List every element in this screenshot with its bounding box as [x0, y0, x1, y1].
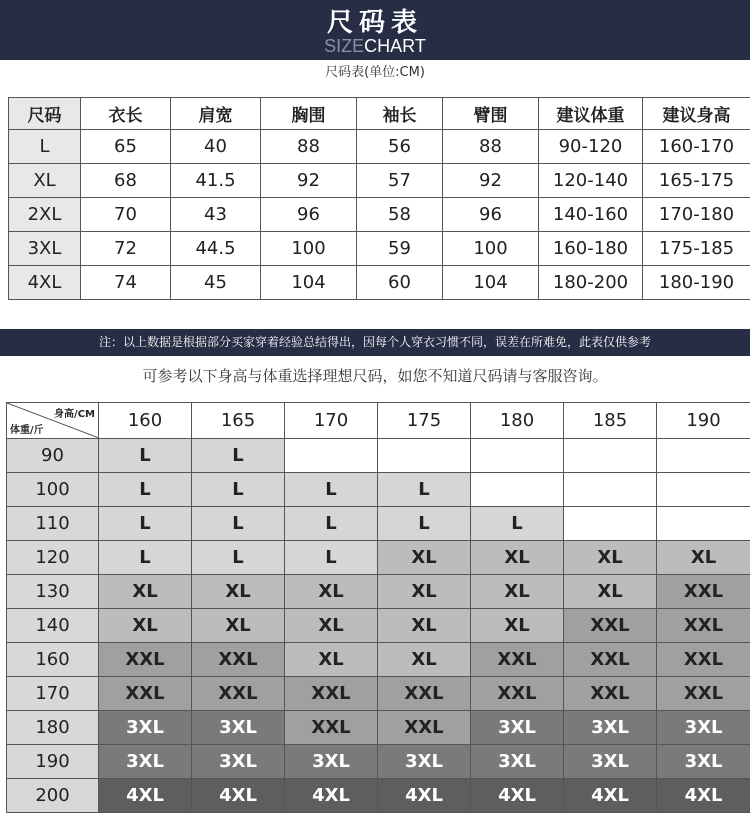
- size-recommend-cell: XXL: [471, 643, 564, 677]
- size-value-cell: 72: [81, 232, 171, 266]
- size-recommend-cell: L: [99, 541, 192, 575]
- size-recommend-cell: XL: [378, 575, 471, 609]
- height-header-cell: 180: [471, 403, 564, 439]
- size-recommend-cell: XXL: [564, 643, 657, 677]
- size-table: [8, 97, 750, 300]
- grid-row: [7, 779, 750, 813]
- size-table-row: [9, 198, 750, 232]
- size-value-cell: 40: [171, 130, 261, 164]
- weight-cell: 140: [7, 609, 99, 643]
- size-recommend-cell: 4XL: [471, 779, 564, 813]
- size-header-cell: 袖长: [357, 98, 443, 130]
- size-recommend-cell: XL: [285, 575, 378, 609]
- grid-row: [7, 677, 750, 711]
- size-table-body: [9, 130, 750, 300]
- grid-body: [7, 439, 750, 813]
- grid-header: [7, 403, 750, 439]
- size-recommend-cell: L: [471, 507, 564, 541]
- size-recommend-cell: L: [192, 541, 285, 575]
- size-recommend-cell: L: [285, 473, 378, 507]
- size-label-cell: 2XL: [9, 198, 81, 232]
- grid-row: [7, 507, 750, 541]
- size-table-header: [9, 98, 750, 130]
- size-header-cell: 胸围: [261, 98, 357, 130]
- size-recommend-cell: [471, 439, 564, 473]
- size-value-cell: 57: [357, 164, 443, 198]
- size-recommend-cell: 4XL: [285, 779, 378, 813]
- header-banner: [0, 0, 750, 60]
- size-recommend-cell: XL: [471, 541, 564, 575]
- size-value-cell: 68: [81, 164, 171, 198]
- size-value-cell: 88: [443, 130, 539, 164]
- weight-cell: 200: [7, 779, 99, 813]
- size-value-cell: 175-185: [643, 232, 750, 266]
- size-table-row: [9, 266, 750, 300]
- size-value-cell: 60: [357, 266, 443, 300]
- size-header-cell: 尺码: [9, 98, 81, 130]
- size-recommend-cell: XXL: [192, 643, 285, 677]
- size-recommend-cell: L: [285, 507, 378, 541]
- size-recommend-cell: XXL: [285, 677, 378, 711]
- size-recommend-cell: XXL: [564, 609, 657, 643]
- size-recommend-cell: XL: [192, 609, 285, 643]
- size-recommend-cell: L: [192, 439, 285, 473]
- size-label-cell: L: [9, 130, 81, 164]
- grid-row: [7, 609, 750, 643]
- size-value-cell: 160-180: [539, 232, 643, 266]
- size-table-row: [9, 130, 750, 164]
- size-recommend-cell: XL: [471, 575, 564, 609]
- size-recommend-cell: 4XL: [564, 779, 657, 813]
- size-recommend-cell: XXL: [99, 643, 192, 677]
- size-recommend-cell: XXL: [378, 677, 471, 711]
- size-recommend-cell: XL: [99, 575, 192, 609]
- size-recommend-cell: XXL: [99, 677, 192, 711]
- size-recommend-cell: L: [192, 507, 285, 541]
- corner-weight-label: 体重/斤: [10, 425, 44, 436]
- size-recommend-cell: [657, 507, 750, 541]
- size-value-cell: 74: [81, 266, 171, 300]
- size-recommend-cell: 3XL: [564, 711, 657, 745]
- size-recommend-cell: XXL: [657, 609, 750, 643]
- size-recommend-cell: XXL: [192, 677, 285, 711]
- size-recommend-cell: 4XL: [657, 779, 750, 813]
- size-header-cell: 臂围: [443, 98, 539, 130]
- size-recommend-cell: 3XL: [657, 711, 750, 745]
- size-recommend-cell: L: [99, 439, 192, 473]
- size-header-cell: 衣长: [81, 98, 171, 130]
- height-header-cell: 185: [564, 403, 657, 439]
- size-recommend-cell: XXL: [564, 677, 657, 711]
- disclaimer-note: 注：以上数据是根据部分买家穿着经验总结得出，因每个人穿衣习惯不同，误差在所难免，此表仅供参考: [0, 329, 750, 356]
- corner-height-label: 身高/CM: [54, 409, 95, 420]
- size-recommend-cell: XXL: [657, 677, 750, 711]
- size-recommend-cell: XL: [564, 575, 657, 609]
- size-value-cell: 90-120: [539, 130, 643, 164]
- size-recommend-cell: XL: [285, 643, 378, 677]
- size-recommend-cell: 4XL: [378, 779, 471, 813]
- height-header-cell: 160: [99, 403, 192, 439]
- unit-caption: 尺码表(单位:CM): [325, 65, 425, 80]
- weight-cell: 170: [7, 677, 99, 711]
- size-recommend-cell: [378, 439, 471, 473]
- size-recommend-cell: XL: [192, 575, 285, 609]
- size-recommend-cell: L: [192, 473, 285, 507]
- size-recommend-cell: [564, 439, 657, 473]
- size-header-cell: 建议身高: [643, 98, 750, 130]
- size-recommend-cell: 3XL: [192, 745, 285, 779]
- size-value-cell: 180-190: [643, 266, 750, 300]
- size-recommend-cell: 3XL: [471, 745, 564, 779]
- size-value-cell: 100: [261, 232, 357, 266]
- size-recommend-cell: [657, 473, 750, 507]
- size-table-row: [9, 232, 750, 266]
- weight-cell: 100: [7, 473, 99, 507]
- size-value-cell: 56: [357, 130, 443, 164]
- size-value-cell: 45: [171, 266, 261, 300]
- grid-row: [7, 439, 750, 473]
- size-header-cell: 建议体重: [539, 98, 643, 130]
- height-header-cell: 190: [657, 403, 750, 439]
- size-value-cell: 140-160: [539, 198, 643, 232]
- grid-row: [7, 745, 750, 779]
- size-value-cell: 96: [261, 198, 357, 232]
- size-recommend-cell: 3XL: [657, 745, 750, 779]
- size-value-cell: 170-180: [643, 198, 750, 232]
- grid-row: [7, 541, 750, 575]
- size-label-cell: 4XL: [9, 266, 81, 300]
- size-value-cell: 104: [261, 266, 357, 300]
- weight-cell: 120: [7, 541, 99, 575]
- size-recommend-cell: 3XL: [564, 745, 657, 779]
- size-value-cell: 70: [81, 198, 171, 232]
- subtitle-chart: CHART: [364, 36, 426, 56]
- size-label-cell: 3XL: [9, 232, 81, 266]
- weight-cell: 90: [7, 439, 99, 473]
- size-recommend-cell: [564, 507, 657, 541]
- size-recommend-cell: [657, 439, 750, 473]
- size-value-cell: 44.5: [171, 232, 261, 266]
- size-value-cell: 59: [357, 232, 443, 266]
- weight-cell: 110: [7, 507, 99, 541]
- size-recommend-cell: XXL: [657, 643, 750, 677]
- size-value-cell: 96: [443, 198, 539, 232]
- weight-cell: 180: [7, 711, 99, 745]
- size-recommend-cell: 3XL: [99, 711, 192, 745]
- size-recommend-cell: XL: [378, 609, 471, 643]
- size-label-cell: XL: [9, 164, 81, 198]
- size-recommend-cell: XL: [378, 643, 471, 677]
- size-recommend-cell: L: [378, 507, 471, 541]
- size-recommend-cell: 3XL: [378, 745, 471, 779]
- size-value-cell: 88: [261, 130, 357, 164]
- grid-row: [7, 473, 750, 507]
- weight-cell: 160: [7, 643, 99, 677]
- size-recommend-cell: [285, 439, 378, 473]
- size-recommend-cell: XL: [564, 541, 657, 575]
- height-header-cell: 175: [378, 403, 471, 439]
- size-recommend-cell: L: [99, 473, 192, 507]
- size-recommend-cell: 3XL: [192, 711, 285, 745]
- size-recommend-cell: 3XL: [99, 745, 192, 779]
- size-value-cell: 100: [443, 232, 539, 266]
- page-subtitle: [0, 36, 750, 57]
- size-recommend-cell: XXL: [657, 575, 750, 609]
- size-recommend-cell: XL: [99, 609, 192, 643]
- size-value-cell: 160-170: [643, 130, 750, 164]
- size-recommend-cell: [564, 473, 657, 507]
- height-header-cell: 170: [285, 403, 378, 439]
- size-value-cell: 92: [443, 164, 539, 198]
- grid-row: [7, 575, 750, 609]
- size-recommend-cell: 4XL: [99, 779, 192, 813]
- weight-cell: 130: [7, 575, 99, 609]
- recommend-grid: [6, 402, 750, 813]
- size-header-cell: 肩宽: [171, 98, 261, 130]
- size-value-cell: 92: [261, 164, 357, 198]
- size-recommend-cell: XXL: [285, 711, 378, 745]
- subtitle-size: SIZE: [324, 36, 365, 56]
- size-recommend-cell: 4XL: [192, 779, 285, 813]
- size-value-cell: 41.5: [171, 164, 261, 198]
- weight-cell: 190: [7, 745, 99, 779]
- size-recommend-cell: XXL: [471, 677, 564, 711]
- size-recommend-cell: L: [99, 507, 192, 541]
- size-recommend-cell: XL: [378, 541, 471, 575]
- size-recommend-cell: L: [285, 541, 378, 575]
- size-recommend-cell: XL: [285, 609, 378, 643]
- size-table-row: [9, 164, 750, 198]
- size-value-cell: 180-200: [539, 266, 643, 300]
- size-recommend-cell: [471, 473, 564, 507]
- size-recommend-cell: XL: [657, 541, 750, 575]
- size-value-cell: 43: [171, 198, 261, 232]
- grid-corner: [7, 403, 99, 439]
- page-title: 尺码表: [326, 8, 423, 38]
- advice-text: 可参考以下身高与体重选择理想尺码，如您不知道尺码请与客服咨询。: [142, 367, 608, 385]
- size-value-cell: 120-140: [539, 164, 643, 198]
- size-recommend-cell: 3XL: [285, 745, 378, 779]
- grid-row: [7, 711, 750, 745]
- size-value-cell: 165-175: [643, 164, 750, 198]
- size-value-cell: 104: [443, 266, 539, 300]
- size-value-cell: 58: [357, 198, 443, 232]
- grid-row: [7, 643, 750, 677]
- size-recommend-cell: XXL: [378, 711, 471, 745]
- size-recommend-cell: L: [378, 473, 471, 507]
- height-header-cell: 165: [192, 403, 285, 439]
- size-recommend-cell: XL: [471, 609, 564, 643]
- size-recommend-cell: 3XL: [471, 711, 564, 745]
- size-value-cell: 65: [81, 130, 171, 164]
